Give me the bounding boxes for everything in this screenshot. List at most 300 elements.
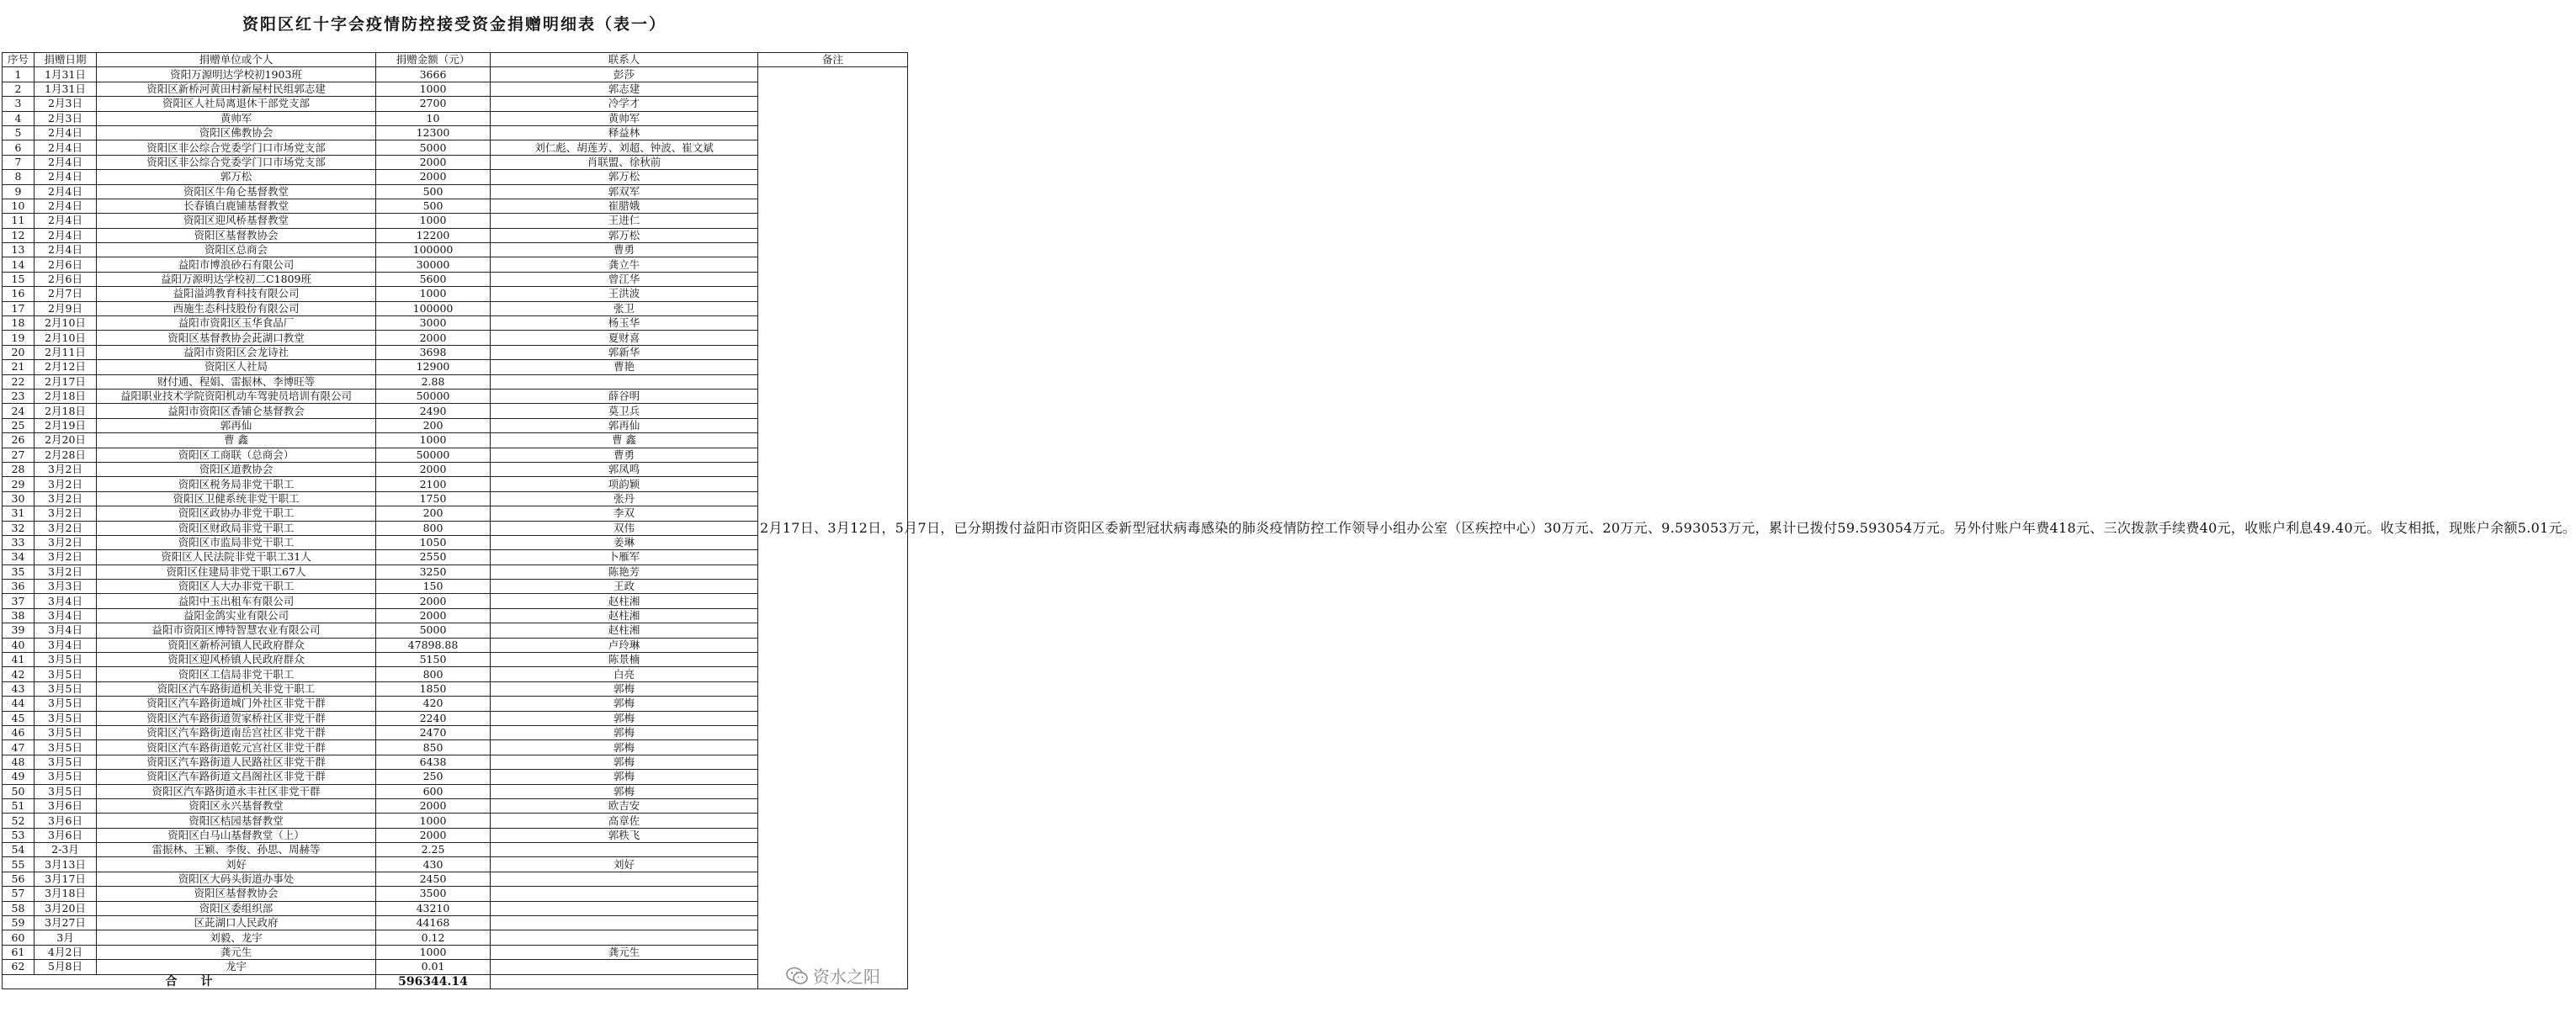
cell-donor: 资阳区汽车路街道南岳宫社区非党干群 xyxy=(97,725,376,739)
cell-date: 2月4日 xyxy=(35,155,97,169)
cell-contact xyxy=(491,872,758,886)
cell-index: 22 xyxy=(3,374,35,389)
cell-contact: 张丹 xyxy=(491,491,758,506)
cell-date: 2月18日 xyxy=(35,404,97,418)
cell-date: 3月2日 xyxy=(35,491,97,506)
cell-index: 50 xyxy=(3,784,35,798)
cell-amount: 3666 xyxy=(376,67,491,82)
col-header-date: 捐赠日期 xyxy=(35,53,97,67)
cell-index: 2 xyxy=(3,82,35,96)
cell-amount: 1000 xyxy=(376,214,491,228)
cell-contact: 彭莎 xyxy=(491,67,758,82)
cell-index: 29 xyxy=(3,477,35,491)
cell-contact: 陈景楠 xyxy=(491,653,758,667)
cell-date: 2月4日 xyxy=(35,243,97,257)
cell-index: 8 xyxy=(3,170,35,184)
cell-amount: 2000 xyxy=(376,608,491,623)
page-title: 资阳区红十字会疫情防控接受资金捐赠明细表（表一） xyxy=(242,15,667,34)
cell-index: 51 xyxy=(3,798,35,813)
cell-date: 3月5日 xyxy=(35,711,97,725)
cell-date: 3月 xyxy=(35,930,97,945)
cell-index: 61 xyxy=(3,945,35,959)
col-header-contact: 联系人 xyxy=(491,53,758,67)
cell-donor: 益阳市博浪砂石有限公司 xyxy=(97,257,376,272)
cell-contact: 李双 xyxy=(491,506,758,521)
cell-contact xyxy=(491,843,758,857)
cell-index: 62 xyxy=(3,960,35,974)
cell-contact: 王进仁 xyxy=(491,214,758,228)
cell-donor: 资阳区委组织部 xyxy=(97,901,376,915)
cell-donor: 资阳区汽车路街道乾元宫社区非党干群 xyxy=(97,740,376,755)
cell-amount: 2.25 xyxy=(376,843,491,857)
watermark xyxy=(786,963,880,988)
cell-date: 2月11日 xyxy=(35,345,97,359)
cell-contact: 崔腊娥 xyxy=(491,199,758,213)
cell-date: 2月10日 xyxy=(35,331,97,345)
cell-amount: 12200 xyxy=(376,228,491,242)
cell-donor: 益阳溢鸿教育科技有限公司 xyxy=(97,287,376,301)
cell-index: 35 xyxy=(3,565,35,579)
cell-amount: 1000 xyxy=(376,433,491,448)
total-label: 合 计 xyxy=(3,974,376,989)
cell-amount: 2490 xyxy=(376,404,491,418)
cell-date: 3月2日 xyxy=(35,462,97,476)
cell-date: 2月6日 xyxy=(35,257,97,272)
cell-donor: 资阳区牛角仑基督教堂 xyxy=(97,184,376,199)
cell-index: 60 xyxy=(3,930,35,945)
cell-amount: 150 xyxy=(376,580,491,594)
cell-index: 52 xyxy=(3,814,35,828)
cell-contact: 赵柱湘 xyxy=(491,608,758,623)
cell-amount: 2000 xyxy=(376,828,491,842)
cell-date: 2月4日 xyxy=(35,140,97,155)
cell-donor: 资阳区非公综合党委学门口市场党支部 xyxy=(97,140,376,155)
cell-date: 3月2日 xyxy=(35,565,97,579)
cell-contact: 曾江华 xyxy=(491,272,758,286)
cell-donor: 益阳职业技术学院资阳机动车驾驶员培训有限公司 xyxy=(97,389,376,403)
cell-donor: 益阳万源明达学校初二C1809班 xyxy=(97,272,376,286)
cell-amount: 3000 xyxy=(376,316,491,331)
cell-date: 1月31日 xyxy=(35,82,97,96)
cell-amount: 12900 xyxy=(376,360,491,374)
cell-donor: 益阳市资阳区博特智慧农业有限公司 xyxy=(97,623,376,638)
cell-donor: 资阳区佛教协会 xyxy=(97,125,376,140)
cell-date: 3月20日 xyxy=(35,901,97,915)
cell-index: 38 xyxy=(3,608,35,623)
cell-amount: 850 xyxy=(376,740,491,755)
cell-contact: 龚立牛 xyxy=(491,257,758,272)
table-row xyxy=(3,67,908,82)
cell-amount: 5150 xyxy=(376,653,491,667)
cell-index: 20 xyxy=(3,345,35,359)
cell-amount: 2000 xyxy=(376,594,491,608)
cell-contact xyxy=(491,901,758,915)
cell-amount: 2.88 xyxy=(376,374,491,389)
cell-amount: 2550 xyxy=(376,550,491,565)
cell-donor: 西施生态科技股份有限公司 xyxy=(97,301,376,315)
cell-date: 3月5日 xyxy=(35,681,97,696)
cell-date: 4月2日 xyxy=(35,945,97,959)
cell-date: 3月5日 xyxy=(35,784,97,798)
donation-table xyxy=(2,52,2576,989)
cell-contact: 欧吉安 xyxy=(491,798,758,813)
cell-amount: 2470 xyxy=(376,725,491,739)
cell-index: 19 xyxy=(3,331,35,345)
cell-index: 58 xyxy=(3,901,35,915)
cell-date: 5月8日 xyxy=(35,960,97,974)
cell-date: 2月19日 xyxy=(35,418,97,432)
cell-index: 3 xyxy=(3,97,35,111)
cell-index: 23 xyxy=(3,389,35,403)
cell-contact: 郭双军 xyxy=(491,184,758,199)
cell-date: 2月20日 xyxy=(35,433,97,448)
cell-index: 6 xyxy=(3,140,35,155)
cell-donor: 资阳区基督教协会 xyxy=(97,887,376,901)
cell-date: 3月6日 xyxy=(35,828,97,842)
cell-donor: 益阳市资阳区香铺仑基督教会 xyxy=(97,404,376,418)
total-amount: 596344.14 xyxy=(376,974,491,989)
cell-date: 2月18日 xyxy=(35,389,97,403)
cell-contact: 郭梅 xyxy=(491,681,758,696)
cell-index: 53 xyxy=(3,828,35,842)
cell-date: 3月4日 xyxy=(35,638,97,652)
cell-contact: 卜雁军 xyxy=(491,550,758,565)
cell-amount: 1750 xyxy=(376,491,491,506)
cell-index: 9 xyxy=(3,184,35,199)
cell-contact: 郭梅 xyxy=(491,770,758,784)
cell-date: 2月4日 xyxy=(35,228,97,242)
cell-donor: 资阳区迎风桥镇人民政府群众 xyxy=(97,653,376,667)
cell-amount: 200 xyxy=(376,506,491,521)
cell-date: 2月3日 xyxy=(35,97,97,111)
cell-donor: 郭再仙 xyxy=(97,418,376,432)
cell-date: 3月5日 xyxy=(35,697,97,711)
cell-index: 11 xyxy=(3,214,35,228)
cell-index: 17 xyxy=(3,301,35,315)
cell-date: 3月17日 xyxy=(35,872,97,886)
cell-amount: 44168 xyxy=(376,916,491,930)
cell-donor: 资阳区税务局非党干职工 xyxy=(97,477,376,491)
cell-date: 3月6日 xyxy=(35,798,97,813)
cell-donor: 资阳区永兴基督教堂 xyxy=(97,798,376,813)
cell-index: 28 xyxy=(3,462,35,476)
cell-contact xyxy=(491,374,758,389)
cell-donor: 资阳区汽车路街道机关非党干职工 xyxy=(97,681,376,696)
table-header-row xyxy=(3,53,908,67)
cell-date: 3月5日 xyxy=(35,667,97,681)
cell-date: 2月6日 xyxy=(35,272,97,286)
cell-amount: 800 xyxy=(376,521,491,535)
remark-cell: 2月17日、3月12日，5月7日，已分期拨付益阳市资阳区委新型冠状病毒感染的肺炎疫情防控工作领导小组办公室（区疾控中心）30万元、20万元、9.593053万元，累计已拨付59.593054万元。另外付账户年费418元、三次拨款手续费40元，收账户利息49.40元。收支相抵，现账户余额5.01元。 xyxy=(758,67,908,989)
cell-amount: 2450 xyxy=(376,872,491,886)
cell-date: 2月4日 xyxy=(35,199,97,213)
cell-date: 2月7日 xyxy=(35,287,97,301)
cell-amount: 2000 xyxy=(376,462,491,476)
cell-amount: 2240 xyxy=(376,711,491,725)
cell-donor: 益阳市资阳区玉华食品厂 xyxy=(97,316,376,331)
cell-date: 3月18日 xyxy=(35,887,97,901)
cell-amount: 2000 xyxy=(376,331,491,345)
cell-contact: 高章佐 xyxy=(491,814,758,828)
cell-contact: 郭万松 xyxy=(491,170,758,184)
cell-donor: 资阳区基督教协会茈湖口教堂 xyxy=(97,331,376,345)
cell-index: 12 xyxy=(3,228,35,242)
cell-donor: 资阳万源明达学校初1903班 xyxy=(97,67,376,82)
cell-index: 32 xyxy=(3,521,35,535)
cell-contact: 郭新华 xyxy=(491,345,758,359)
cell-donor: 龚元生 xyxy=(97,945,376,959)
cell-index: 45 xyxy=(3,711,35,725)
cell-amount: 43210 xyxy=(376,901,491,915)
cell-donor: 资阳区非公综合党委学门口市场党支部 xyxy=(97,155,376,169)
cell-index: 36 xyxy=(3,580,35,594)
watermark-text: 资水之阳 xyxy=(813,967,880,987)
cell-date: 1月31日 xyxy=(35,67,97,82)
cell-index: 34 xyxy=(3,550,35,565)
cell-contact xyxy=(491,930,758,945)
cell-date: 3月2日 xyxy=(35,506,97,521)
cell-date: 2月4日 xyxy=(35,170,97,184)
cell-contact xyxy=(491,960,758,974)
cell-contact xyxy=(491,916,758,930)
cell-amount: 3250 xyxy=(376,565,491,579)
cell-amount: 1000 xyxy=(376,82,491,96)
cell-index: 27 xyxy=(3,448,35,462)
cell-index: 31 xyxy=(3,506,35,521)
cell-amount: 0.01 xyxy=(376,960,491,974)
cell-donor: 资阳区人社局离退休干部党支部 xyxy=(97,97,376,111)
cell-donor: 资阳区新桥河镇人民政府群众 xyxy=(97,638,376,652)
cell-contact xyxy=(491,887,758,901)
cell-contact: 黄帅军 xyxy=(491,111,758,125)
cell-contact: 王政 xyxy=(491,580,758,594)
total-contact-empty xyxy=(491,974,758,989)
cell-amount: 50000 xyxy=(376,389,491,403)
cell-contact: 赵柱湘 xyxy=(491,594,758,608)
cell-amount: 2700 xyxy=(376,97,491,111)
cell-amount: 600 xyxy=(376,784,491,798)
cell-index: 42 xyxy=(3,667,35,681)
col-header-donor: 捐赠单位或个人 xyxy=(97,53,376,67)
cell-index: 7 xyxy=(3,155,35,169)
cell-index: 15 xyxy=(3,272,35,286)
cell-amount: 1050 xyxy=(376,535,491,549)
cell-index: 41 xyxy=(3,653,35,667)
cell-donor: 区茈湖口人民政府 xyxy=(97,916,376,930)
cell-donor: 资阳区汽车路街道贺家桥社区非党干群 xyxy=(97,711,376,725)
cell-date: 2月28日 xyxy=(35,448,97,462)
cell-index: 14 xyxy=(3,257,35,272)
cell-donor: 资阳区人大办非党干职工 xyxy=(97,580,376,594)
cell-contact: 曹艳 xyxy=(491,360,758,374)
cell-contact: 薛谷明 xyxy=(491,389,758,403)
cell-contact: 郭梅 xyxy=(491,725,758,739)
cell-index: 30 xyxy=(3,491,35,506)
cell-contact: 郭梅 xyxy=(491,740,758,755)
cell-date: 2月9日 xyxy=(35,301,97,315)
cell-amount: 12300 xyxy=(376,125,491,140)
cell-date: 3月3日 xyxy=(35,580,97,594)
cell-donor: 资阳区总商会 xyxy=(97,243,376,257)
cell-donor: 益阳中玉出租车有限公司 xyxy=(97,594,376,608)
cell-contact: 陈艳芳 xyxy=(491,565,758,579)
cell-donor: 益阳金鸽实业有限公司 xyxy=(97,608,376,623)
cell-donor: 资阳区迎风桥基督教堂 xyxy=(97,214,376,228)
cell-index: 40 xyxy=(3,638,35,652)
cell-index: 46 xyxy=(3,725,35,739)
cell-date: 3月5日 xyxy=(35,770,97,784)
cell-amount: 5600 xyxy=(376,272,491,286)
wechat-icon xyxy=(786,967,808,985)
cell-contact: 郭志建 xyxy=(491,82,758,96)
cell-contact: 双伟 xyxy=(491,521,758,535)
cell-contact: 白亮 xyxy=(491,667,758,681)
cell-index: 4 xyxy=(3,111,35,125)
cell-contact: 卢玲琳 xyxy=(491,638,758,652)
cell-date: 2月17日 xyxy=(35,374,97,389)
cell-donor: 资阳区新桥河黄田村新屋村民组郭志建 xyxy=(97,82,376,96)
cell-donor: 资阳区政协办非党干职工 xyxy=(97,506,376,521)
cell-donor: 刘毅、龙宇 xyxy=(97,930,376,945)
cell-donor: 资阳区卫健系统非党干职工 xyxy=(97,491,376,506)
cell-amount: 250 xyxy=(376,770,491,784)
cell-donor: 资阳区汽车路街道人民路社区非党干群 xyxy=(97,755,376,769)
cell-date: 3月27日 xyxy=(35,916,97,930)
cell-contact: 冷学才 xyxy=(491,97,758,111)
cell-date: 2月10日 xyxy=(35,316,97,331)
cell-donor: 资阳区市监局非党干职工 xyxy=(97,535,376,549)
cell-contact: 刘仁彪、胡莲芳、刘超、钟波、崔文斌 xyxy=(491,140,758,155)
cell-amount: 500 xyxy=(376,199,491,213)
cell-index: 55 xyxy=(3,857,35,872)
cell-date: 2月3日 xyxy=(35,111,97,125)
cell-index: 57 xyxy=(3,887,35,901)
cell-donor: 资阳区白马山基督教堂（上） xyxy=(97,828,376,842)
cell-contact: 郭梅 xyxy=(491,784,758,798)
cell-date: 3月2日 xyxy=(35,535,97,549)
cell-index: 10 xyxy=(3,199,35,213)
cell-date: 3月4日 xyxy=(35,608,97,623)
cell-amount: 1000 xyxy=(376,814,491,828)
cell-date: 2-3月 xyxy=(35,843,97,857)
cell-donor: 财付通、程娟、雷振林、李博旺等 xyxy=(97,374,376,389)
cell-index: 16 xyxy=(3,287,35,301)
cell-contact: 姜琳 xyxy=(491,535,758,549)
cell-contact: 郭万松 xyxy=(491,228,758,242)
cell-contact: 莫卫兵 xyxy=(491,404,758,418)
cell-date: 3月4日 xyxy=(35,594,97,608)
cell-contact: 龚元生 xyxy=(491,945,758,959)
cell-amount: 500 xyxy=(376,184,491,199)
cell-date: 3月2日 xyxy=(35,550,97,565)
table-body xyxy=(3,67,2576,989)
cell-amount: 2000 xyxy=(376,155,491,169)
cell-amount: 47898.88 xyxy=(376,638,491,652)
cell-index: 24 xyxy=(3,404,35,418)
cell-contact: 曹勇 xyxy=(491,448,758,462)
cell-donor: 资阳区工商联（总商会） xyxy=(97,448,376,462)
cell-index: 5 xyxy=(3,125,35,140)
cell-amount: 800 xyxy=(376,667,491,681)
cell-amount: 1850 xyxy=(376,681,491,696)
cell-index: 49 xyxy=(3,770,35,784)
cell-amount: 50000 xyxy=(376,448,491,462)
cell-date: 3月5日 xyxy=(35,755,97,769)
cell-amount: 430 xyxy=(376,857,491,872)
cell-donor: 资阳区汽车路街道文昌阁社区非党干群 xyxy=(97,770,376,784)
cell-index: 47 xyxy=(3,740,35,755)
cell-contact: 赵柱湘 xyxy=(491,623,758,638)
cell-date: 3月2日 xyxy=(35,477,97,491)
cell-index: 18 xyxy=(3,316,35,331)
cell-contact: 项韵颖 xyxy=(491,477,758,491)
cell-contact: 刘好 xyxy=(491,857,758,872)
cell-amount: 2000 xyxy=(376,798,491,813)
cell-date: 2月4日 xyxy=(35,125,97,140)
cell-donor: 资阳区工信局非党干职工 xyxy=(97,667,376,681)
cell-amount: 0.12 xyxy=(376,930,491,945)
cell-donor: 黄帅军 xyxy=(97,111,376,125)
cell-index: 39 xyxy=(3,623,35,638)
cell-contact: 释益林 xyxy=(491,125,758,140)
cell-donor: 资阳区基督教协会 xyxy=(97,228,376,242)
cell-amount: 30000 xyxy=(376,257,491,272)
cell-index: 13 xyxy=(3,243,35,257)
cell-date: 3月5日 xyxy=(35,740,97,755)
cell-amount: 420 xyxy=(376,697,491,711)
cell-donor: 长春镇白鹿铺基督教堂 xyxy=(97,199,376,213)
cell-amount: 5000 xyxy=(376,140,491,155)
cell-date: 3月2日 xyxy=(35,521,97,535)
cell-index: 43 xyxy=(3,681,35,696)
cell-donor: 郭万松 xyxy=(97,170,376,184)
cell-index: 33 xyxy=(3,535,35,549)
cell-index: 25 xyxy=(3,418,35,432)
cell-amount: 5000 xyxy=(376,623,491,638)
cell-amount: 1000 xyxy=(376,287,491,301)
cell-contact: 郭梅 xyxy=(491,711,758,725)
cell-donor: 益阳市资阳区会龙诗社 xyxy=(97,345,376,359)
cell-donor: 资阳区住建局非党干职工67人 xyxy=(97,565,376,579)
cell-contact: 郭梅 xyxy=(491,697,758,711)
cell-donor: 刘好 xyxy=(97,857,376,872)
cell-donor: 资阳区道教协会 xyxy=(97,462,376,476)
cell-contact: 张卫 xyxy=(491,301,758,315)
cell-contact: 郭梅 xyxy=(491,755,758,769)
cell-date: 3月6日 xyxy=(35,814,97,828)
cell-donor: 资阳区人民法院非党干职工31人 xyxy=(97,550,376,565)
cell-date: 2月12日 xyxy=(35,360,97,374)
cell-index: 1 xyxy=(3,67,35,82)
cell-date: 3月5日 xyxy=(35,725,97,739)
cell-donor: 资阳区人社局 xyxy=(97,360,376,374)
cell-donor: 资阳区汽车路街道永丰社区非党干群 xyxy=(97,784,376,798)
cell-donor: 曹 鑫 xyxy=(97,433,376,448)
cell-donor: 资阳区大码头街道办事处 xyxy=(97,872,376,886)
cell-amount: 3500 xyxy=(376,887,491,901)
cell-contact: 郭秩飞 xyxy=(491,828,758,842)
cell-date: 3月13日 xyxy=(35,857,97,872)
cell-index: 21 xyxy=(3,360,35,374)
cell-amount: 3698 xyxy=(376,345,491,359)
cell-index: 26 xyxy=(3,433,35,448)
cell-contact: 曹 鑫 xyxy=(491,433,758,448)
cell-contact: 夏财喜 xyxy=(491,331,758,345)
cell-donor: 龙宇 xyxy=(97,960,376,974)
cell-amount: 1000 xyxy=(376,945,491,959)
cell-contact: 肖联盟、徐秋前 xyxy=(491,155,758,169)
cell-date: 2月4日 xyxy=(35,214,97,228)
